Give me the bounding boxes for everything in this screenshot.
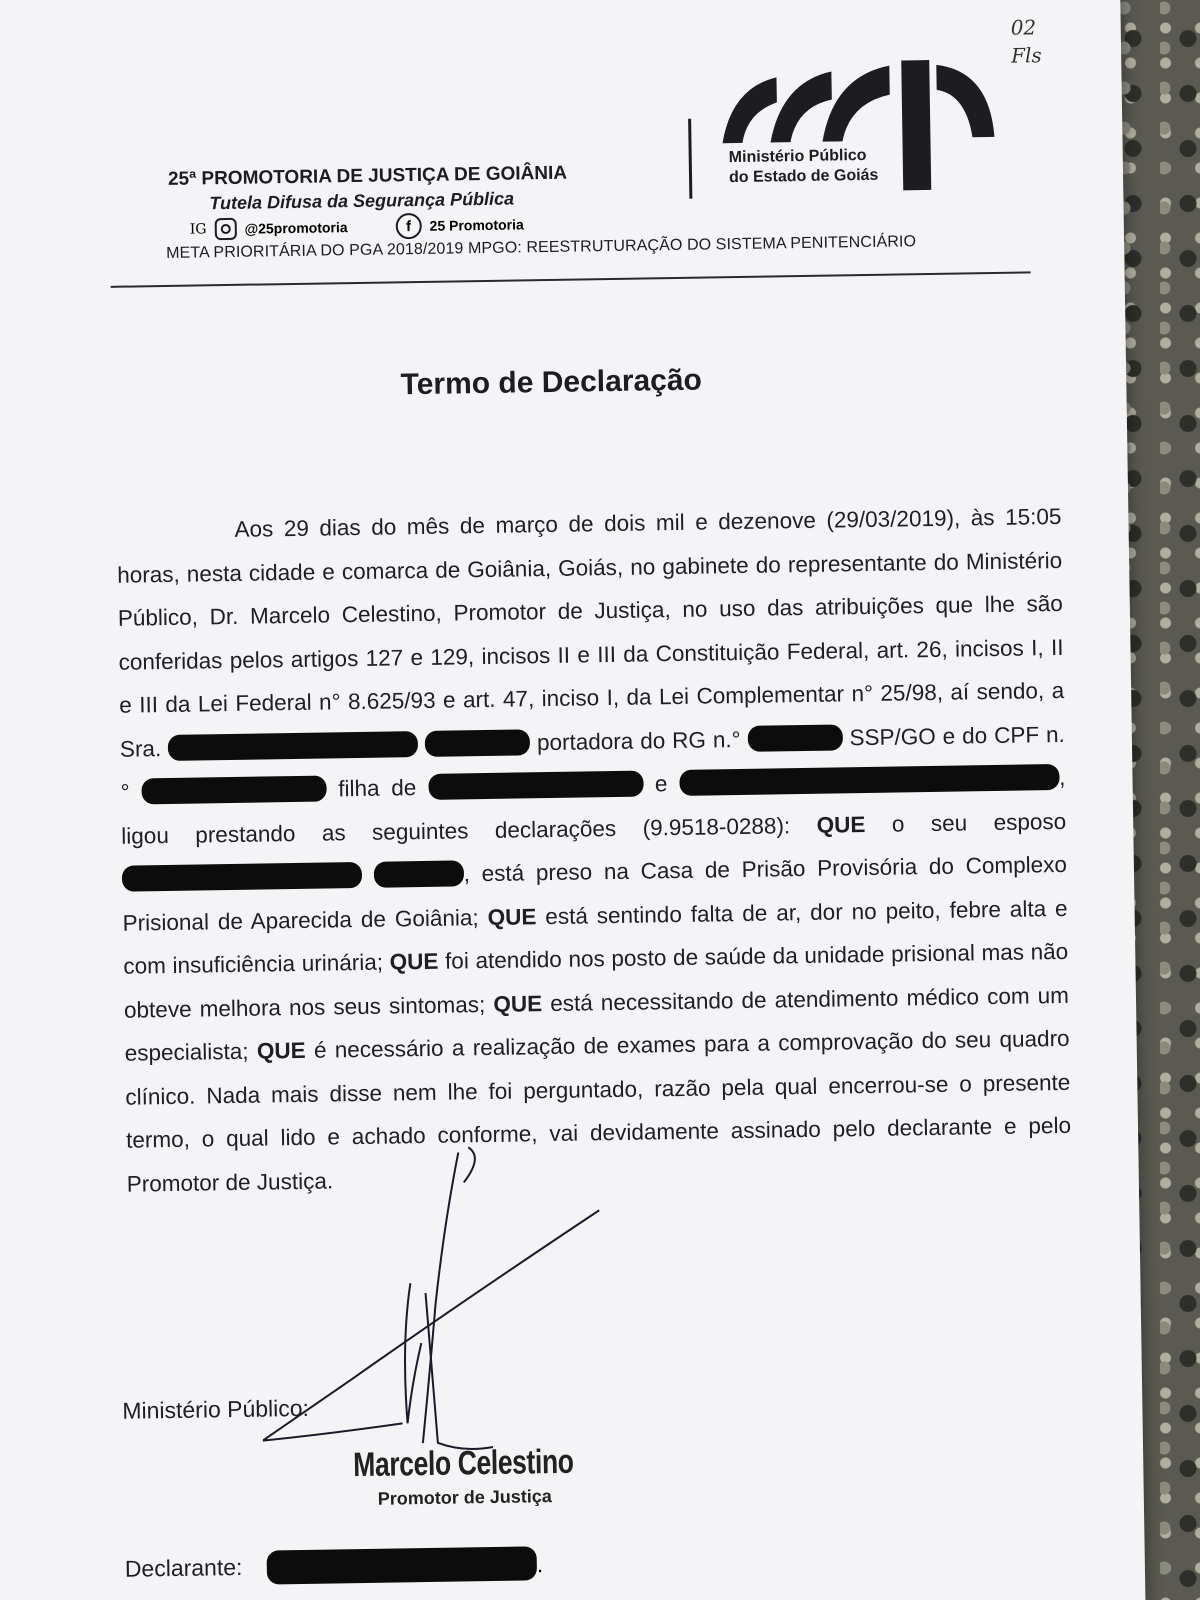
redacted-rg [747,724,842,751]
facebook-icon: f [395,213,421,239]
instagram-handle: @25promotoria [244,219,348,237]
redacted-mother [679,764,1059,796]
declarant-label: Declarante: [124,1553,243,1582]
redacted-name-cont [425,729,530,757]
signatory-name: Marcelo Celestino [352,1442,574,1485]
declarant-end-dot: . [536,1551,544,1578]
office-name: 25ª PROMOTORIA DE JUSTIÇA DE GOIÂNIA [167,162,568,190]
document-title: Termo de Declaração [400,363,703,402]
redacted-husband-cont [373,860,463,887]
logo-wordmark: Ministério Público do Estado de Goiás [728,146,879,187]
signatory-role: Promotor de Justiça [377,1486,552,1509]
redacted-declarant [267,1546,538,1584]
logo-separator [688,119,692,199]
declaration-text: Aos 29 dias do mês de março de dois mil e dezenove (29/03/2019), às 15:05 horas, nesta cidade e comarca de Goiânia, Goiás, no gabinete do representante do Ministério Público, Dr. Marcelo Celestino, Promotor de Justiça, no uso das atribuições que lhe são conferidas pelos artigos 127 e 129, incisos II e III da Constituição Federal, art. 26, incisos I, II e III da Lei Federal n° 8.625/93 e art. 47, inciso I, da Lei Complementar n° 25/98, aí sendo, a Sra. portadora do RG n.° SSP/GO e do CPF n.° filha de e , ligou prestando as seguintes declarações (9.9518-0288): QUE o seu esposo , está preso na Casa de Prisão Provisória do Complexo Prisional de Aparecida de Goiânia; QUE está sentindo falta de ar, dor no peito, febre alta e com insuficiência urinária; QUE foi atendido nos posto de saúde da unidade prisional mas não obteve melhora nos seus sintomas; QUE está necessitando de atendimento médico com um especialista; QUE é necessário a realização de exames para a comprovação do seu quadro clínico. Nada mais disse nem lhe foi perguntado, razão pela qual encerrou-se o presente termo, o qual lido e achado conforme, vai devidamente assinado pelo declarante e pelo Promotor de Justiça. [117,503,1072,1197]
social-links [190,211,524,242]
instagram-icon [214,218,236,240]
facebook-handle: 25 Promotoria [429,216,524,234]
margin-page-note: 02 Fls [1010,15,1042,68]
redacted-husband [122,862,362,892]
handwritten-signature [258,1140,643,1476]
mp-signature-label: Ministério Público: [122,1394,310,1424]
header-divider [111,271,1031,287]
priority-goal: META PRIORITÁRIA DO PGA 2018/2019 MPGO: REESTRUTURAÇÃO DO SISTEMA PENITENCIÁRIO [166,233,917,262]
redacted-name [168,731,418,761]
redacted-cpf [141,776,326,805]
redacted-father [428,771,643,800]
unit-name: Tutela Difusa da Segurança Pública [209,188,515,214]
ig-label: IG [189,221,207,238]
